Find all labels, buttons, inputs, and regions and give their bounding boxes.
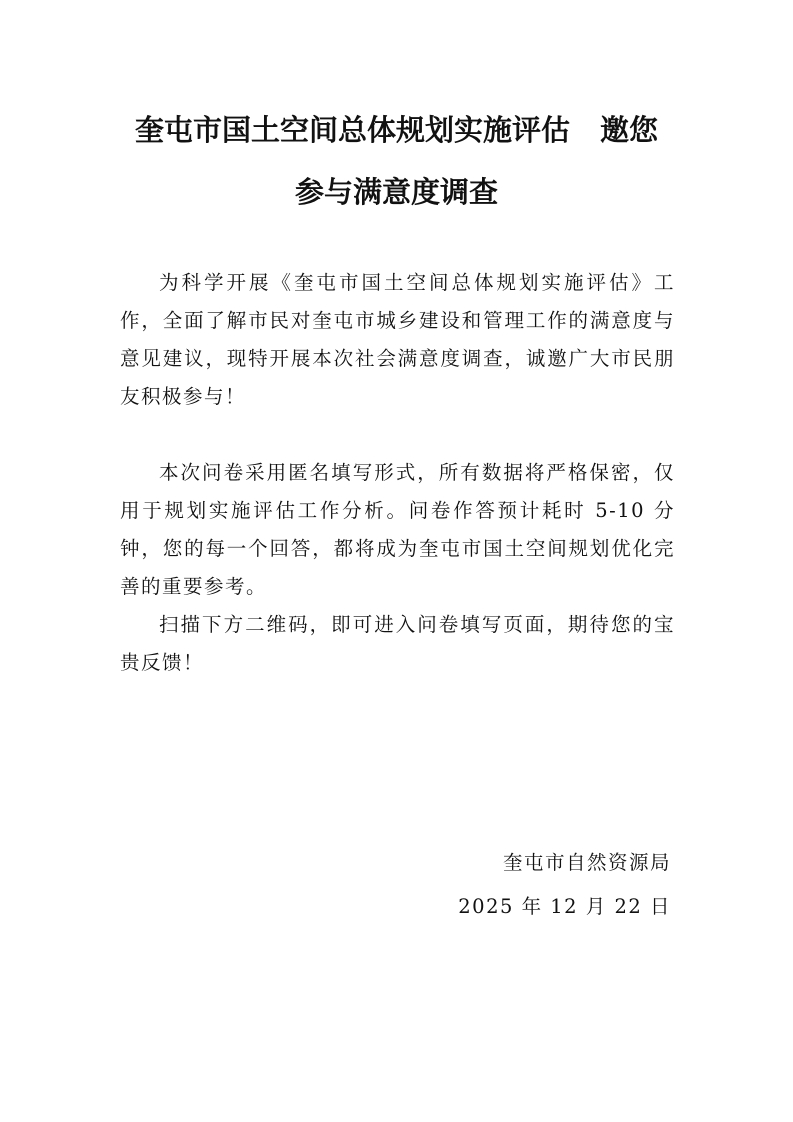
signature-organization: 奎屯市自然资源局 (502, 851, 671, 874)
paragraph-purpose (120, 264, 675, 416)
paragraph-text: 本次问卷采用匿名填写形式，所有数据将严格保密，仅用于规划实施评估工作分析。问卷作答预计耗时 5-10 分钟，您的每一个回答，都将成为奎屯市国土空间规划优化完善的重要参考。 (120, 461, 675, 598)
paragraph-privacy (120, 454, 675, 606)
title-invite-text: 邀您 (600, 113, 659, 147)
paragraph-text: 扫描下方二维码，即可进入问卷填写页面，期待您的宝贵反馈！ (120, 613, 675, 674)
title-main-text: 奎屯市国土空间总体规划实施评估 (134, 113, 570, 147)
document-title-line-2: 参与满意度调查 (294, 175, 498, 209)
signature-date: 2025 年 12 月 22 日 (458, 895, 671, 918)
paragraph-qr-instruction (120, 606, 675, 682)
paragraph-text: 为科学开展《奎屯市国土空间总体规划实施评估》工作，全面了解市民对奎屯市城乡建设和管理工作的满意度与意见建议，现特开展本次社会满意度调查，诚邀广大市民朋友积极参与！ (120, 271, 675, 408)
document-title-line-1 (0, 108, 793, 149)
